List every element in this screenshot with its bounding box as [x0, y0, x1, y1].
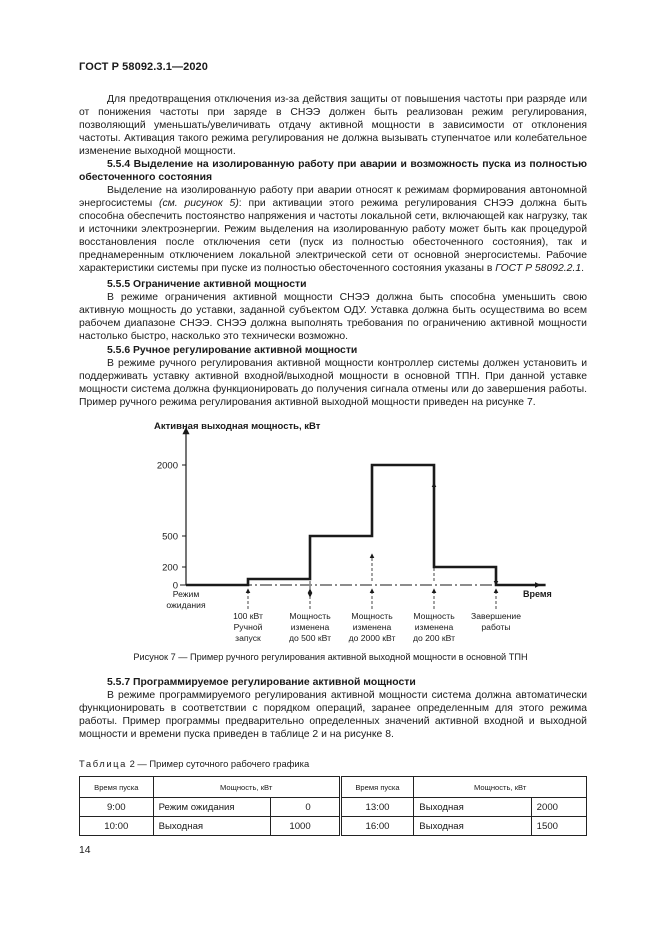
event-label-line: ожидания [166, 600, 206, 610]
table-caption-word: Таблица [79, 758, 127, 769]
table-cell: 16:00 [340, 817, 414, 836]
event-label-line: до 200 кВт [412, 633, 456, 643]
power-series-line [186, 465, 546, 585]
y-tick-label: 2000 [156, 460, 178, 472]
table-row [80, 817, 587, 836]
daily-schedule-table [79, 776, 587, 836]
event-label-line: работы [481, 622, 511, 632]
table-cell: 10:00 [80, 817, 154, 836]
section-555 [79, 278, 587, 343]
figure-caption: Рисунок 7 — Пример ручного регулирования активной выходной мощности в основной ТПН [133, 652, 528, 662]
event-label-line: изменена [352, 622, 392, 632]
event-label-line: Мощность [351, 611, 393, 621]
event-label-line: изменена [290, 622, 330, 632]
text-span: . [581, 263, 585, 274]
table-cell: 1500 [531, 817, 586, 836]
table-cell: 0 [270, 798, 340, 817]
column-header: Мощность, кВт [153, 777, 340, 798]
section-555-heading: 5.5.5 Ограничение активной мощности [107, 279, 307, 290]
table-cell: Выходная [414, 817, 531, 836]
text-span: : при активации этого режима регулирования СНЭЭ должна быть способна обеспечить постоянство напряжения и частоты локальной сети, включающей как нагрузку, так и источники электроэнергии. Режим выделения на изолированную работу может быть как процедурой восстановления после отключения сети (пуск из полностью обесточенного состояния), так и преднамеренным отключением локальной электрической сети от основной энергосистемы. Рабочие характеристики системы при пуске из полностью обесточенного состояния указаны в [79, 198, 587, 274]
event-label [289, 611, 331, 643]
event-label-line: Мощность [289, 611, 331, 621]
intro-paragraph: Для предотвращения отключения из-за действия защиты от повышения частоты при разряде или от понижения частоты при заряде в СНЭЭ должен быть реализован режим регулирования, позволяющий уменьшать/увеличивать отдачу активной мощности в зависимости от отклонения частоты. Активация такого режима регулирования не должна вызывать ступенчатое или колебательное изменение выходной мощности. [79, 94, 587, 157]
section-554-heading: 5.5.4 Выделение на изолированную работу при аварии и возможность пуска из полностью обесточенного состояния [79, 159, 587, 183]
table-cell: 2000 [531, 798, 586, 817]
table-cell: 13:00 [340, 798, 414, 817]
section-554-paragraph [79, 184, 587, 275]
table-cell: Выходная [414, 798, 531, 817]
event-label-line: до 2000 кВт [348, 633, 396, 643]
standard-header: ГОСТ Р 58092.3.1—2020 [79, 61, 208, 73]
section-556-paragraph: В режиме ручного регулирования активной мощности контроллер системы должен установить и поддерживать уставку активной входной/выходной мощности в основной ТПН. При данной уставке мощности система должна функционировать до получения сигнала отмены или до завершения работы. Пример ручного режима регулирования активной выходной мощности приведен на рисунке 7. [79, 358, 587, 408]
table-caption [79, 758, 309, 769]
section-556-heading: 5.5.6 Ручное регулирование активной мощности [107, 345, 358, 356]
table-cell: Режим ожидания [153, 798, 270, 817]
event-label [471, 611, 521, 632]
column-header: Время пуска [340, 777, 414, 798]
y-tick-label: 0 [172, 580, 178, 592]
event-label-line: изменена [414, 622, 454, 632]
y-tick-label: 500 [162, 531, 178, 543]
column-header: Мощность, кВт [414, 777, 587, 798]
event-label-line: Ручной [233, 622, 263, 632]
intro-block [79, 93, 587, 158]
text-span: Выделение на изолированную работу при аварии относят к режимам формирования автономной энергосистемы [79, 185, 587, 209]
figure-reference: (см. рисунок 5) [159, 198, 239, 209]
section-557-heading: 5.5.7 Программируемое регулирование активной мощности [107, 677, 416, 688]
table-caption-text: 2 — Пример суточного рабочего графика [126, 758, 310, 769]
event-label [233, 611, 263, 643]
power-step-chart [140, 418, 560, 646]
section-557 [79, 676, 587, 741]
table-row [80, 798, 587, 817]
x-axis-label: Время [523, 589, 552, 599]
section-555-paragraph: В режиме ограничения активной мощности СНЭЭ должна быть способна уменьшить свою активную мощность до уставки, заданной субъектом ОДУ. Уставка должна быть осуществима во всем рабочем диапазоне СНЭЭ. СНЭЭ должна выполнять требования по ограничению активной мощности настолько быстро, насколько это технически возможно. [79, 292, 587, 342]
event-label-line: до 500 кВт [288, 633, 332, 643]
column-header: Время пуска [80, 777, 154, 798]
table-cell: 1000 [270, 817, 340, 836]
event-label [166, 589, 206, 610]
page-number: 14 [79, 845, 91, 856]
event-label-line: 100 кВт [233, 611, 263, 621]
table-cell: Выходная [153, 817, 270, 836]
y-axis-label: Активная выходная мощность, кВт [154, 421, 321, 432]
event-label-line: Режим [172, 589, 200, 599]
section-556 [79, 344, 587, 409]
table-header-row [80, 777, 587, 798]
section-554 [79, 158, 587, 275]
event-label-line: Завершение [471, 611, 521, 621]
event-label-line: запуск [235, 633, 261, 643]
table-cell: 9:00 [80, 798, 154, 817]
event-label [413, 611, 455, 643]
event-label-line: Мощность [413, 611, 455, 621]
section-557-paragraph: В режиме программируемого регулирования активной мощности система должна автоматически функционировать в соответствии с порядком операций, заранее определенным для этого режима работы. Пример программы предварительно определенных значений активной входной и выходной мощности и времени пуска приведен в таблице 2 и на рисунке 8. [79, 690, 587, 740]
event-label [349, 611, 396, 643]
y-tick-label: 200 [162, 562, 178, 574]
standard-reference: ГОСТ Р 58092.2.1 [495, 263, 582, 274]
